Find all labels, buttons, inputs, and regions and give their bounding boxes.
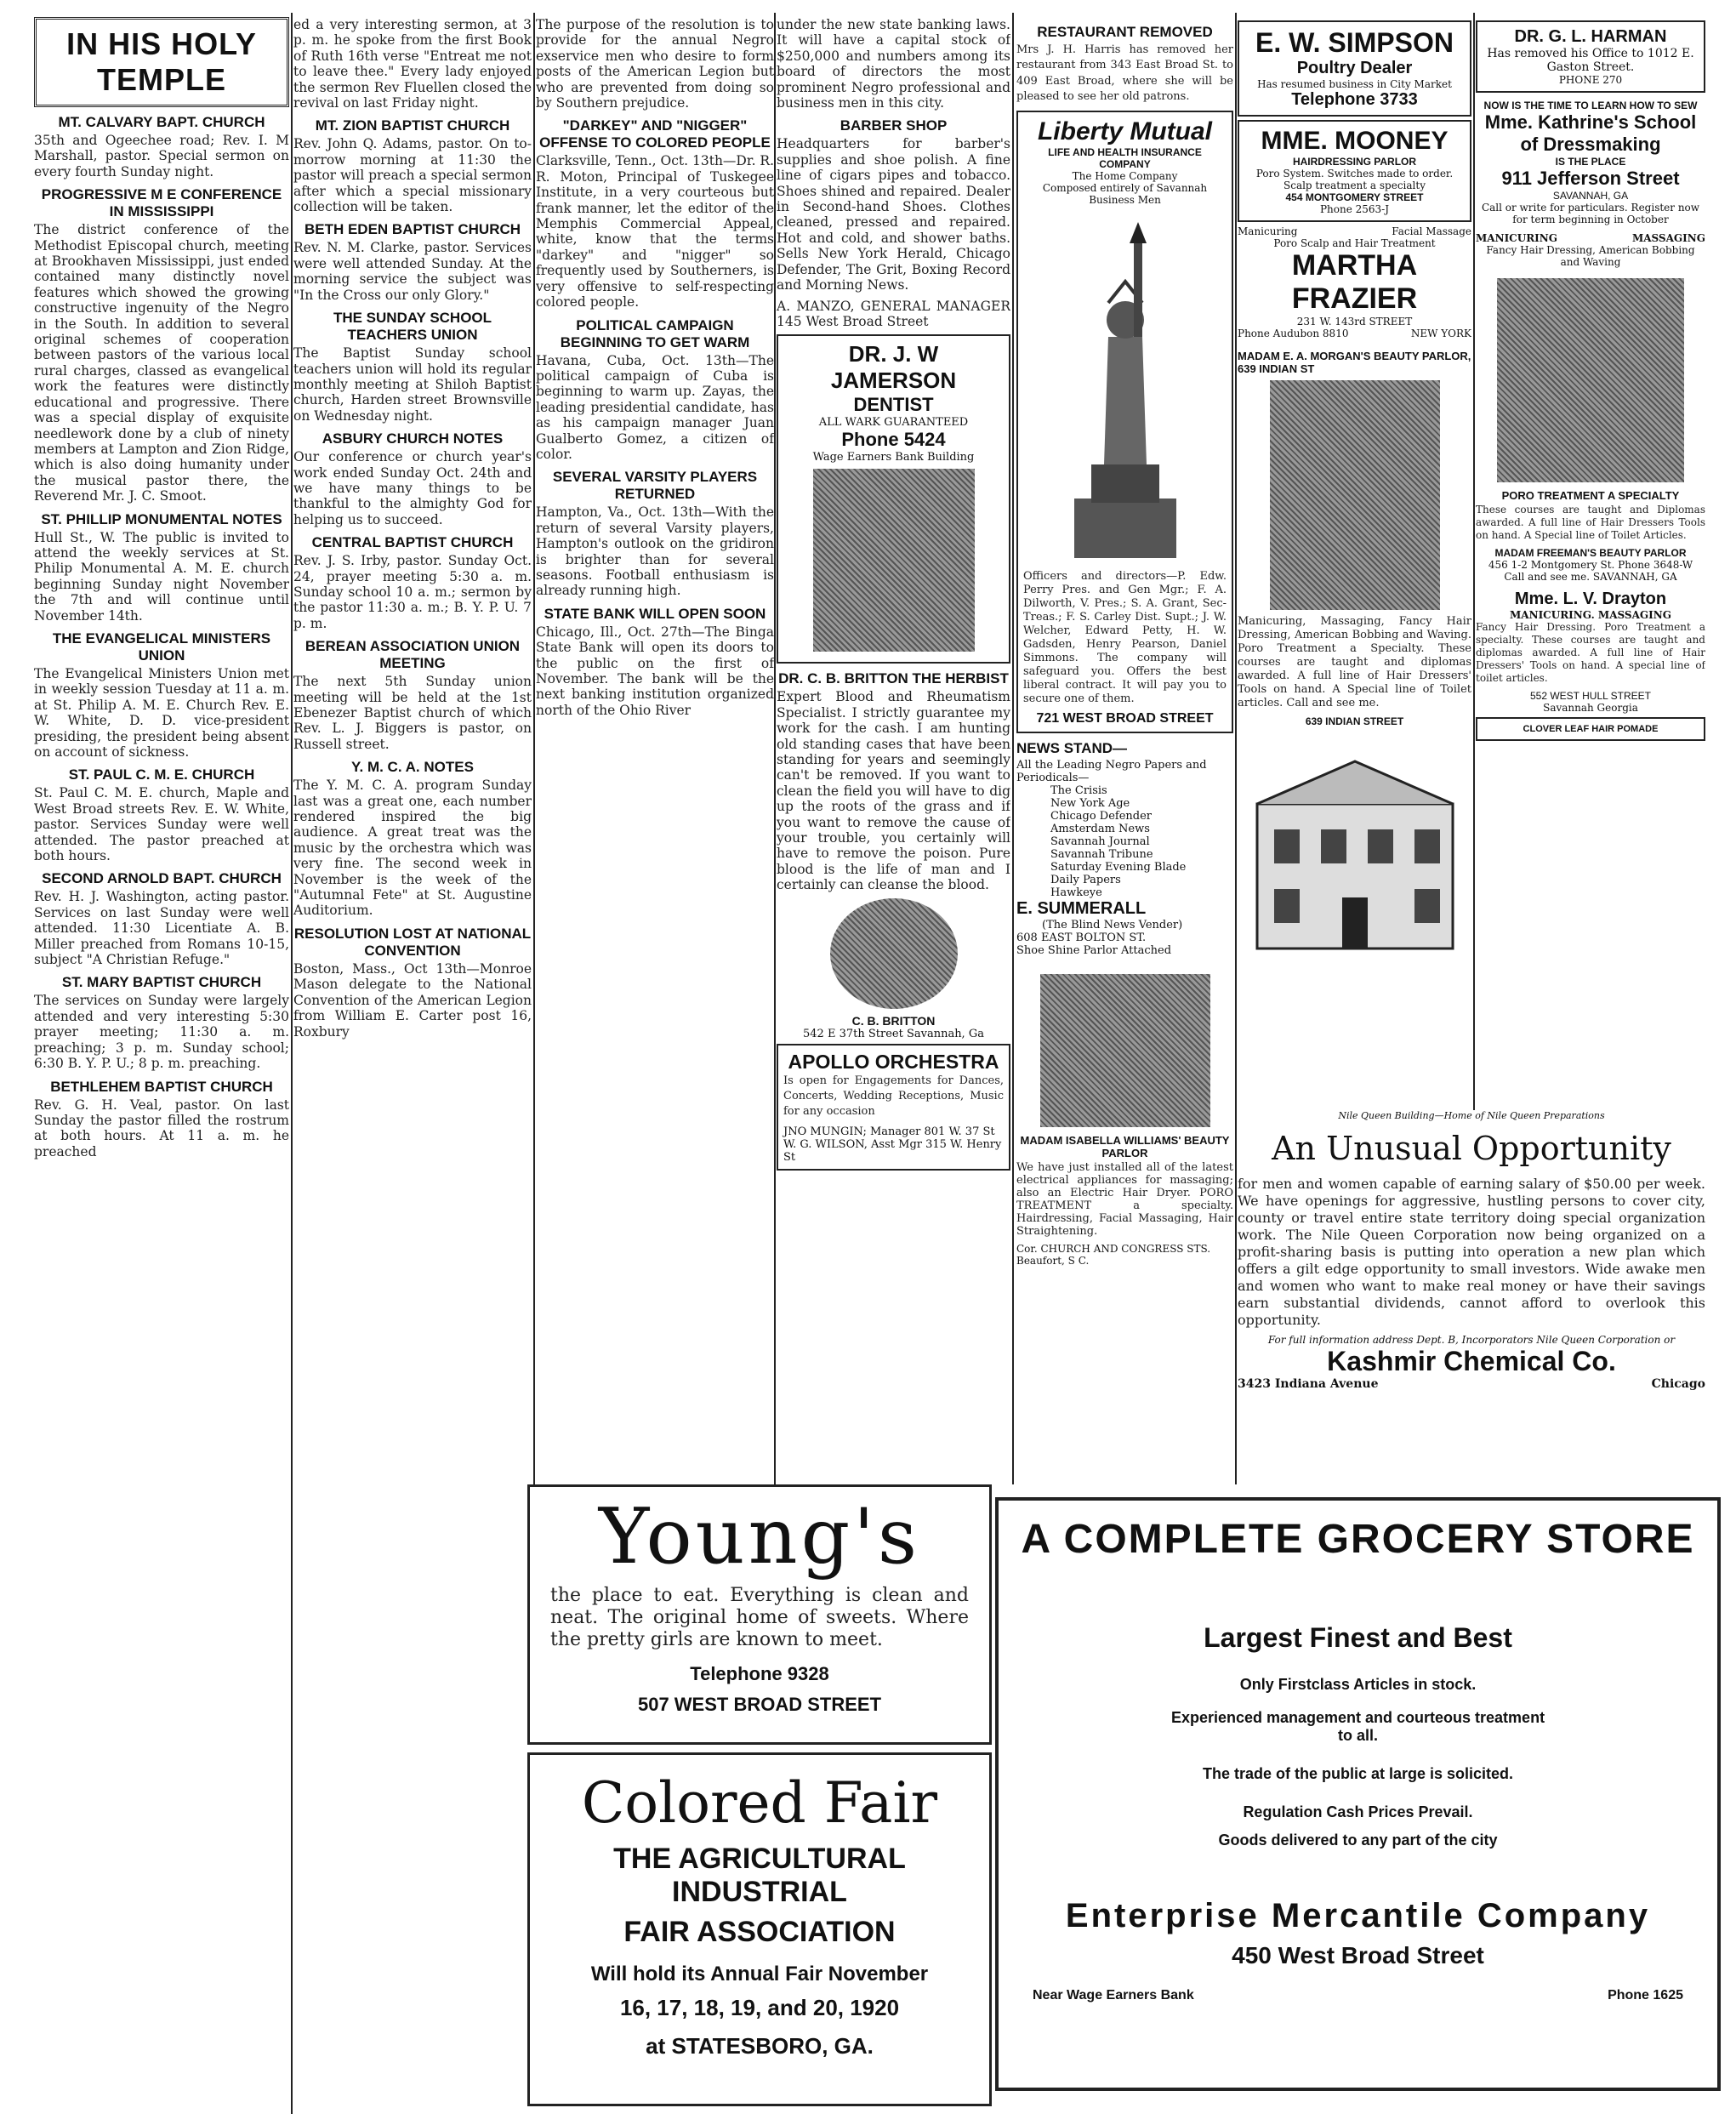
article-text: The district conference of the Methodist Episcopal church, meeting at Brookhaven Mississippi, just ended contained many distinctly novel features which showed the growing constructive ingenuity of the Negro in the South. In addition to several original schemes of cooperation between pastors of the various local rural charges, classed as evangelical work the features were distinctly educational and progressive. There was a special display of exquisite needlework done by a club of ninety members at Lampton and Zion Ridge, which is also doing humanity under the musical pastor there, the Reverend Mr. J. C. Smoot. (34, 222, 289, 504)
unusual-info: For full information address Dept. B, Incorporators Nile Queen Corporation or (1267, 1334, 1676, 1346)
kathrine-pre: NOW IS THE TIME TO LEARN HOW TO SEW (1483, 100, 1698, 111)
article-heading: Y. M. C. A. NOTES (351, 759, 474, 776)
newsstand-note: (The Blind News Vender) (1042, 918, 1183, 931)
grocery-near: Near Wage Earners Bank (1033, 1988, 1194, 2003)
article-heading: POLITICAL CAMPAIGN BEGINNING TO GET WARM (560, 316, 750, 350)
mooney-sub: HAIRDRESSING PARLOR (1292, 156, 1417, 168)
manicuring-text: Fancy Hair Dressing, American Bobbing and Waving (1486, 244, 1695, 268)
article-text: Hampton, Va., Oct. 13th—With the return of several Varsity players, Hampton's outlook on the gridiron is brighter than for several seasons. Football enthusiasm is already running high. (536, 504, 774, 599)
drayton-address: 552 WEST HULL STREET (1529, 690, 1652, 702)
article-text: Our conference or church year's work ended Sunday Oct. 24th and we have many things to be thankful to the almighty God for helping us to succeed. (293, 449, 532, 527)
fair-l1: THE AGRICULTURAL INDUSTRIAL (613, 1843, 906, 1908)
article-text: Rev. G. H. Veal, pastor. On last Sunday the pastor filled the rostrum at both hours. At 11 a. m. he preached (34, 1097, 289, 1159)
article-heading: THE SUNDAY SCHOOL TEACHERS UNION (333, 310, 492, 344)
column-1 (34, 17, 289, 2110)
newsstand-heading: NEWS STAND— (1016, 739, 1128, 756)
column-rule (533, 13, 535, 1484)
frazier-header (1238, 225, 1471, 237)
colored-fair-ad (527, 1752, 992, 2106)
frazier-l1: Manicuring (1238, 225, 1298, 237)
liberty-composed: Composed entirely of Savannah Business Men (1042, 181, 1208, 206)
grocery-heading: A COMPLETE GROCERY STORE (1021, 1517, 1695, 1562)
mooney-text: Poro System. Switches made to order. Scalp treatment a specialty (1255, 168, 1454, 191)
article-text: Hull St., W. The public is invited to attend the weekly services at St. Philip Monumental A. M. E. church beginning Sunday night November the 7th and will continue until November 14th. (34, 529, 289, 624)
article-text: under the new state banking laws. It will have a capital stock of $250,000 and numbers among its board of directors the most prominent Negro professional and business men in this city. (777, 17, 1010, 111)
liberty-address: 721 WEST BROAD STREET (1036, 710, 1214, 726)
unusual-opportunity-ad (1238, 1110, 1705, 1484)
article-heading: BETHLEHEM BAPTIST CHURCH (50, 1078, 273, 1095)
simpson-line: Poultry Dealer (1296, 59, 1413, 77)
grocery-company: Enterprise Mercantile Company (1065, 1897, 1651, 1934)
article-text: The next 5th Sunday union meeting will be held at the 1st Ebenezer Baptist church of which Rev. L. J. Biggers is pastor, on Russell street. (293, 674, 532, 752)
poro-heading: PORO TREATMENT A SPECIALTY (1501, 489, 1680, 502)
fair-l4: 16, 17, 18, 19, and 20, 1920 (619, 1995, 900, 2020)
kathrine-name: Mme. Kathrine's School of Dressmaking (1484, 111, 1697, 155)
kathrine-place: IS THE PLACE (1555, 156, 1626, 168)
column-2 (293, 17, 532, 2110)
britton-address: 542 E 37th Street Savannah, Ga (803, 1027, 984, 1040)
isabella-heading: MADAM ISABELLA WILLIAMS' BEAUTY PARLOR (1020, 1133, 1230, 1159)
article-text: Chicago, Ill., Oct. 27th—The Binga State Bank will open its doors to the public on the first of November. The bank will be the next banking institution organized north of the Ohio River (536, 624, 774, 718)
newsstand-item: Hawkeye (1050, 886, 1102, 899)
column-rule (1235, 13, 1237, 1484)
britton-signature: C. B. BRITTON (851, 1013, 936, 1028)
grocery-l5: Goods delivered to any part of the city (1218, 1832, 1498, 1849)
restaurant-text: Mrs J. H. Harris has removed her restaurant from 343 East Broad St. to 409 East Broad, where she will be pleased to see her old patrons. (1016, 43, 1233, 104)
drayton-text: Fancy Hair Dressing. Poro Treatment a specialty. These courses are taught and diplomas awarded. A full line of Hair Dressers' Tools on hand. A special line of toilet articles. (1476, 621, 1705, 684)
youngs-text: the place to eat. Everything is clean and neat. The original home of sweets. Where the pretty girls are known to meet. (550, 1585, 969, 1650)
grocery-address: 450 West Broad Street (1232, 1942, 1484, 1968)
apollo-name: APOLLO ORCHESTRA (788, 1050, 999, 1073)
article-heading: "DARKEY" AND "NIGGER" OFFENSE TO COLORED PEOPLE (539, 117, 771, 151)
article-heading: MT. CALVARY BAPT. CHURCH (58, 114, 265, 130)
column-7 (1476, 17, 1705, 1106)
kathrine-text: Call or write for particulars. Register now for term beginning in October (1481, 202, 1700, 225)
newsstand-item: New York Age (1050, 796, 1130, 810)
frazier-city: NEW YORK (1410, 328, 1471, 339)
frazier-address: 231 W. 143rd STREET (1296, 316, 1413, 328)
article-heading: THE EVANGELICAL MINISTERS UNION (52, 630, 271, 664)
youngs-phone: Telephone 9328 (690, 1663, 829, 1684)
apollo-manager: JNO MUNGIN; Manager 801 W. 37 St (783, 1125, 995, 1138)
simpson-text: Has resumed business in City Market (1257, 78, 1452, 90)
youngs-ad (527, 1484, 992, 1745)
article-heading: ST. MARY BAPTIST CHURCH (61, 974, 262, 991)
frazier-footer (1238, 328, 1471, 339)
article-heading: MT. ZION BAPTIST CHURCH (315, 117, 510, 134)
manicuring-header (1476, 232, 1705, 244)
portrait-photo (813, 469, 975, 652)
restaurant-heading: RESTAURANT REMOVED (1037, 24, 1213, 40)
article-text: The Y. M. C. A. program Sunday last was a great one, each number rendered inspired the big audience. A great treat was the music by the orchestra which was very fine. The second week in November is the week of the "Autumnal Fete" at St. Augustine Auditorium. (293, 778, 532, 919)
jamerson-name: DR. J. W JAMERSON (830, 341, 957, 394)
youngs-address: 507 WEST BROAD STREET (637, 1694, 882, 1715)
liberty-home: The Home Company (1072, 169, 1178, 182)
newsstand-item: Savannah Tribune (1050, 847, 1153, 861)
liberty-name: Liberty Mutual (1037, 117, 1212, 145)
article-text: The Baptist Sunday school teachers union will hold its regular monthly meeting at Shiloh Baptist church, Harden street Brownsville on Wednesday night. (293, 345, 532, 424)
frazier-phone: Phone Audubon 8810 (1238, 328, 1349, 339)
morgan-address: 639 INDIAN STREET (1305, 715, 1404, 727)
article-heading: PROGRESSIVE M E CONFERENCE IN MISSISSIPPI (41, 186, 282, 220)
liberty-sub: LIFE AND HEALTH INSURANCE COMPANY (1048, 145, 1202, 170)
grocery-l4: Regulation Cash Prices Prevail. (1243, 1803, 1473, 1820)
drayton-name: Mme. L. V. Drayton (1514, 590, 1667, 608)
portrait-photo (830, 898, 958, 1009)
kashmir-name: Kashmir Chemical Co. (1327, 1346, 1616, 1376)
poro-address: 456 1-2 Montgomery St. Phone 3648-W (1488, 559, 1693, 571)
isabella-text: We have just installed all of the latest electrical appliances for massaging; also an Electric Hair Dryer. PORO TREATMENT a specialty. Hairdressing, Facial Massaging, Hair Straightening. (1016, 1160, 1233, 1238)
drayton-city: Savannah Georgia (1543, 702, 1638, 714)
mooney-phone: Phone 2563-J (1319, 203, 1390, 215)
article-text: The Evangelical Ministers Union met in weekly session Tuesday at 11 a. m. at St. Philip A. M. E. Church Rev. E. W. White, D. D. vice-president presiding, the president being absent on account of sickness. (34, 665, 289, 760)
newsstand-item: Saturday Evening Blade (1050, 860, 1187, 874)
column-rule (1012, 13, 1014, 1484)
harman-phone: PHONE 270 (1558, 74, 1623, 86)
article-heading: RESOLUTION LOST AT NATIONAL CONVENTION (293, 925, 532, 959)
grocery-footer (999, 1988, 1717, 2003)
fair-l3: Will hold its Annual Fair November (590, 1963, 929, 1985)
nile-queen-building-illustration (1240, 736, 1470, 966)
article-heading: BARBER SHOP (840, 117, 948, 134)
article-text: A. MANZO, GENERAL MANAGER 145 West Broad Street (777, 298, 1010, 329)
simpson-ad (1238, 20, 1471, 117)
manicuring-h2: MASSAGING (1631, 232, 1705, 244)
article-text: Clarksville, Tenn., Oct. 13th—Dr. R. R. Moton, Principal of Tuskegee Institute, in a very courteous but frank manner, let the editor of the Memphis Commercial Appeal, white, know that the terms "darkey" and "nigger" so frequently used by Southerners, is very offensive to self-respecting colored people. (536, 153, 774, 310)
newsstand-address: 608 EAST BOLTON ST. (1016, 931, 1147, 944)
grocery-phone: Phone 1625 (1608, 1988, 1683, 2003)
harman-ad (1476, 20, 1705, 93)
simpson-name: E. W. SIMPSON (1255, 27, 1454, 58)
newsstand-item: Daily Papers (1050, 873, 1121, 886)
frazier-l3: Poro Scalp and Hair Treatment (1273, 237, 1436, 249)
jamerson-address: Wage Earners Bank Building (812, 451, 975, 464)
article-text: Rev. N. M. Clarke, pastor. Services were well attended Sunday. At the morning service the subject was "In the Cross our only Glory." (293, 240, 532, 303)
newsstand-item: Amsterdam News (1050, 822, 1150, 835)
article-heading: ST. PAUL C. M. E. CHURCH (68, 766, 255, 783)
article-text: 35th and Ogeechee road; Rev. I. M Marshall, pastor. Special sermon on every fourth Sunday night. (34, 133, 289, 179)
article-heading: BETH EDEN BAPTIST CHURCH (304, 221, 521, 238)
simpson-phone: Telephone 3733 (1291, 90, 1418, 109)
liberty-text: Officers and directors—P. Edw. Perry Pres. and Gen Mgr.; F. A. Dilworth, V. Pres.; S. A. Grant, Sec-Treas.; F. S. Carley Dist. Supt.; J. W. Welcher, Edward Petty, H. W. Gadsden, Henry Pearson, Daniel Simmons. The company will safeguard you. Offers the best liberal contract. It will pay you to secure one of them. (1023, 569, 1227, 705)
morgan-heading: MADAM E. A. MORGAN'S BEAUTY PARLOR, 639 INDIAN ST (1238, 350, 1471, 375)
morgan-text: Manicuring, Massaging, Fancy Hair Dressing, American Bobbing and Waving. Poro Treatment a Specialty. These courses are taught and diplomas awarded. A full line of Hair Dressers' Tools on hand. A Special line of Toilet articles. Call and see me. (1238, 615, 1471, 709)
article-text: Rev. J. S. Irby, pastor. Sunday Oct. 24, prayer meeting 5:30 a. m. Sunday school 10 a. m.; sermon by the pastor 11:30 a. m.; B. Y. P. U. 7 p. m. (293, 553, 532, 631)
article-text: Rev. John Q. Adams, pastor. On to-morrow morning at 11:30 the pastor will preach a special sermon after which a special missionary collection will be taken. (293, 136, 532, 215)
liberty-ad (1016, 111, 1233, 733)
jamerson-phone: Phone 5424 (841, 429, 946, 451)
column-3 (536, 17, 774, 1480)
article-heading: BEREAN ASSOCIATION UNION MEETING (305, 638, 521, 672)
article-text: Headquarters for barber's supplies and shoe polish. A fine line of cigars pipes and tobacco. Shoes shined and repaired. Dealer in Second-hand Shoes. Clothes cleaned, pressed and repaired. Hot and cold, and shower baths. Sells New York Herald, Chicago Defender, The Grit, Boxing Record and Morning News. (777, 136, 1010, 293)
unusual-text: for men and women capable of earning salary of $50.00 per week. We have openings for aggressive, hustling persons to cover city, county or travel entire state territory doing special organization work. The Nile Queen Corporation now being organized on a profit-sharing basis is putting into operation a new plan which offers a gilt edge opportunity to small investors. Wide awake men and women who want to make real money or have their savings earn substantial dividends, cannot afford to overlook this opportunity. (1238, 1176, 1705, 1328)
kathrine-address: 911 Jefferson Street (1501, 168, 1680, 189)
britton-text: Expert Blood and Rheumatism Specialist. I strictly guarantee my work for the cash. I am hunting old standing cases that have been standing for years and seemingly can't be removed. If you want to clean the field you will have to dig up the roots of the grass and if you want to remove the cause of your trouble, you certainly will have to remove the poison. Pure blood is the life of man and I certainly can cleanse the blood. (777, 689, 1010, 893)
harman-name: DR. G. L. HARMAN (1514, 27, 1667, 46)
newsstand-list (1016, 784, 1233, 899)
article-text: The services on Sunday were largely attended and very interesting 5:30 prayer meeting; 11:30 a. m. preaching; 3 p. m. Sunday school; 6:30 B. Y. P. U.; 8 p. m. preaching. (34, 993, 289, 1072)
mooney-address: 454 MONTGOMERY STREET (1285, 191, 1424, 203)
article-text: The purpose of the resolution is to provide for the annual Negro exservice men who desire to form posts of the American Legion but who are prevented from doing so by Southern prejudice. (536, 17, 774, 111)
britton-heading: DR. C. B. BRITTON THE HERBIST (778, 670, 1009, 687)
article-heading: ASBURY CHURCH NOTES (322, 430, 504, 447)
grocery-l3: The trade of the public at large is solicited. (1202, 1765, 1514, 1782)
column-5 (1016, 17, 1233, 1480)
newsstand-extra: Shoe Shine Parlor Attached (1016, 943, 1172, 957)
pomade-product: CLOVER LEAF HAIR POMADE (1476, 717, 1705, 741)
apollo-assistant: W. G. WILSON, Asst Mgr 315 W. Henry St (783, 1137, 1002, 1164)
mooney-ad (1238, 120, 1471, 222)
kashmir-footer (1238, 1377, 1705, 1391)
grocery-l1: Only Firstclass Articles in stock. (1239, 1676, 1477, 1693)
jamerson-line: ALL WARK GUARANTEED (818, 416, 969, 430)
portrait-photo (1497, 278, 1684, 482)
article-text: St. Paul C. M. E. church, Maple and West Broad streets Rev. E. W. White, pastor. Services Sunday were well attended. The pastor preached at both hours. (34, 785, 289, 864)
portrait-photo (1270, 380, 1440, 610)
harman-text: Has removed his Office to 1012 E. Gaston Street. (1487, 47, 1694, 74)
apollo-text: Is open for Engagements for Dances, Concerts, Wedding Receptions, Music for any occasion (783, 1074, 1004, 1119)
article-heading: SECOND ARNOLD BAPT. CHURCH (42, 870, 282, 887)
newsstand-text: All the Leading Negro Papers and Periodicals— (1016, 758, 1207, 784)
fair-name: Colored Fair (581, 1770, 938, 1836)
article-text: Rev. H. J. Washington, acting pastor. Services on last Sunday were well attended. 11:30 Licentiate A. B. Miller preached from Romans 10-15, subject "A Christian Refuge." (34, 889, 289, 968)
article-heading: SEVERAL VARSITY PLAYERS RETURNED (552, 469, 758, 503)
grocery-l2: Experienced management and courteous treatment to all. (1170, 1709, 1545, 1744)
frazier-name: MARTHA FRAZIER (1291, 249, 1418, 315)
kashmir-address: 3423 Indiana Avenue (1238, 1377, 1379, 1391)
masthead: IN HIS HOLY TEMPLE (34, 17, 289, 107)
article-heading: ST. PHILLIP MONUMENTAL NOTES (41, 510, 282, 527)
article-heading: CENTRAL BAPTIST CHURCH (311, 534, 514, 551)
fair-l5: at STATESBORO, GA. (646, 2033, 874, 2059)
article-heading: STATE BANK WILL OPEN SOON (544, 605, 766, 622)
statue-of-liberty-illustration (1023, 209, 1227, 567)
building-caption: Nile Queen Building—Home of Nile Queen Preparations (1338, 1110, 1605, 1121)
frazier-l2: Facial Massage (1392, 225, 1471, 237)
newsstand-name: E. SUMMERALL (1016, 898, 1147, 918)
unusual-heading: An Unusual Opportunity (1272, 1130, 1671, 1167)
newsstand-item: Chicago Defender (1050, 809, 1153, 823)
poro-text: These courses are taught and Diplomas awarded. A full line of Hair Dressers Tools on hand. A Special line of Toilet Articles. (1476, 504, 1705, 541)
kashmir-city: Chicago (1651, 1377, 1705, 1391)
fair-l2: FAIR ASSOCIATION (623, 1916, 896, 1948)
drayton-heading: MANICURING. MASSAGING (1510, 609, 1671, 621)
column-rule (774, 13, 776, 1484)
newsstand-item: The Crisis (1050, 783, 1107, 797)
jamerson-ad (777, 334, 1010, 664)
column-rule (291, 13, 293, 2114)
jamerson-title: DENTIST (853, 394, 934, 416)
isabella-address: Cor. CHURCH AND CONGRESS STS. Beaufort, S C. (1016, 1242, 1211, 1267)
kathrine-city: SAVANNAH, GA (1552, 190, 1629, 202)
article-text: Havana, Cuba, Oct. 13th—The political campaign of Cuba is beginning to warm up. Zayas, the leading presidential candidate, has as his campaign manager Juan Gualberto Gomez, a citizen of color. (536, 352, 774, 462)
grocery-slogan: Largest Finest and Best (1204, 1622, 1512, 1653)
youngs-name: Young's (598, 1492, 921, 1581)
poro-call: Call and see me. SAVANNAH, GA (1504, 571, 1677, 583)
column-4 (777, 17, 1010, 1480)
article-text: Boston, Mass., Oct 13th—Monroe Mason delegate to the National Convention of the American Legion from William E. Carter post 16, Roxbury (293, 960, 532, 1040)
poro-name: MADAM FREEMAN'S BEAUTY PARLOR (1494, 547, 1687, 559)
manicuring-h1: MANICURING (1476, 232, 1557, 244)
portrait-photo (1040, 974, 1210, 1127)
newsstand-item: Savannah Journal (1050, 835, 1150, 848)
column-rule (1473, 13, 1475, 1110)
article-text: ed a very interesting sermon, at 3 p. m. he spoke from the first Book of Ruth 16th verse "Entreat me not to leave thee." Every lady enjoyed the sermon Rev Fluellen closed the revival on last Friday night. (293, 17, 532, 111)
mooney-name: MME. MOONEY (1261, 127, 1449, 155)
grocery-ad (995, 1497, 1721, 2091)
apollo-ad (777, 1044, 1010, 1171)
column-6 (1238, 17, 1471, 1106)
